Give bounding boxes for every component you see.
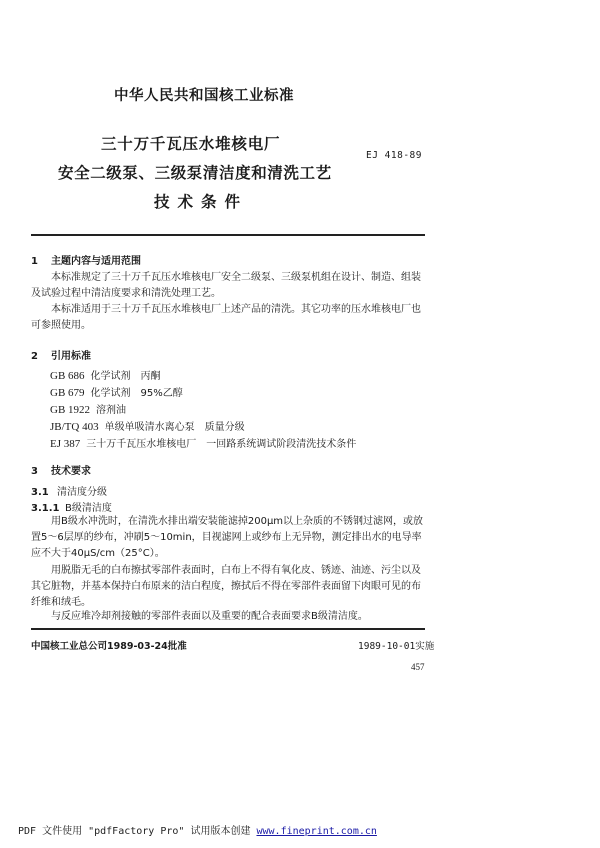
issuing-organization: 中华人民共和国核工业标准: [114, 88, 294, 104]
document-title-line-1: 三十万千瓦压水堆核电厂: [101, 135, 281, 153]
standard-code: EJ 418-89: [366, 150, 422, 161]
subsection-3-1-1-paragraph-3: 与反应堆冷却剂接触的零部件表面以及重要的配合表面要求B级清洁度。: [51, 611, 368, 622]
section-title: 引用标准: [51, 351, 91, 362]
header-divider: [31, 234, 425, 236]
page-number: 457: [411, 662, 425, 672]
reference-item: GB 679 化学试剂 95%乙醇: [50, 387, 183, 399]
section-3-heading: [31, 462, 91, 477]
subsection-3-1-1-heading: 3.1.1 B级清洁度: [31, 503, 112, 514]
approval-info: 中国核工业总公司1989-03-24批准: [31, 641, 187, 652]
section-title: 主题内容与适用范围: [51, 256, 141, 267]
reference-item: JB/TQ 403 单级单吸清水离心泵 质量分级: [50, 421, 245, 433]
document-title-line-2: 安全二级泵、三级泵清洁度和清洗工艺: [58, 164, 332, 182]
watermark-link[interactable]: www.fineprint.com.cn: [256, 826, 377, 837]
watermark-text: PDF 文件使用 "pdfFactory Pro" 试用版本创建: [18, 826, 257, 837]
section-1-paragraph-2: 本标准适用于三十万千瓦压水堆核电厂上述产品的清洗。其它功率的压水堆核电厂也可参照使用。: [31, 304, 421, 331]
section-number: 2: [31, 351, 38, 362]
subsection-3-1-1-paragraph-1: 用B级水冲洗时，在清洗水排出端安装能滤掉200μm以上杂质的不锈钢过滤网，或放置5～6层厚的纱布，冲刷5～10min，目视滤网上或纱布上无异物，测定排出水的电导率应不大于40μS/cm（25°C）。: [31, 516, 424, 559]
reference-item: EJ 387 三十万千瓦压水堆核电厂 一回路系统调试阶段清洗技术条件: [50, 438, 357, 450]
section-1-heading: [31, 252, 141, 267]
reference-item: GB 1922 溶剂油: [50, 404, 127, 416]
reference-item: GB 686 化学试剂 丙酮: [50, 370, 161, 382]
document-title-line-3: 技术条件: [154, 193, 249, 211]
section-1-paragraph-1: 本标准规定了三十万千瓦压水堆核电厂安全二级泵、三级泵机组在设计、制造、组装及试验过程中清洁度要求和清洗处理工艺。: [31, 272, 421, 299]
effective-date: 1989-10-01实施: [358, 641, 435, 652]
footer-divider: [31, 628, 425, 630]
subsection-3-1-1-paragraph-2: 用脱脂无毛的白布擦拭零部件表面时，白布上不得有氧化皮、锈迹、油迹、污尘以及其它脏物，并基本保持白布原来的洁白程度，擦拭后不得在零部件表面留下肉眼可见的布纤维和绒毛。: [31, 565, 421, 608]
section-number: 1: [31, 256, 38, 267]
section-title: 技术要求: [51, 466, 91, 477]
section-number: 3: [31, 466, 38, 477]
section-2-heading: [31, 347, 91, 362]
pdf-watermark: [18, 822, 377, 837]
subsection-3-1-heading: 3.1 清洁度分级: [31, 487, 107, 498]
